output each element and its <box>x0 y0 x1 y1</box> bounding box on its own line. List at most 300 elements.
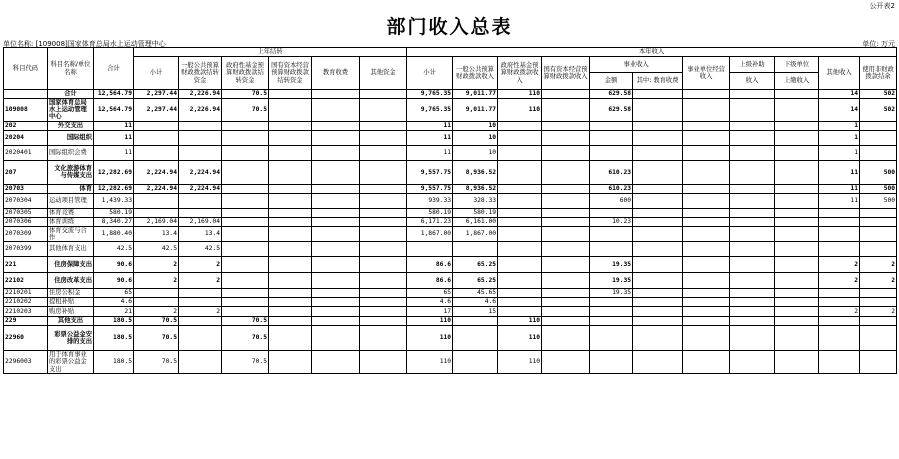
cell-nf: 502 <box>860 99 897 122</box>
table-row <box>4 217 897 226</box>
cell-low <box>775 217 819 226</box>
cell-oth <box>819 208 860 217</box>
cell-low <box>775 298 819 307</box>
cell-b-edu <box>633 121 683 130</box>
cell-c-fund <box>222 145 269 160</box>
cell-b-amt <box>590 307 633 317</box>
cell-oth: 11 <box>819 184 860 193</box>
cell-b-edu <box>633 99 683 122</box>
cell-nf <box>860 121 897 130</box>
header-carryover-other: 其他资金 <box>360 57 407 90</box>
cell-sub <box>730 160 775 184</box>
cell-c-sub: 2,169.04 <box>134 217 179 226</box>
cell-total: 8,340.27 <box>94 217 134 226</box>
cell-c-oth <box>360 208 407 217</box>
cell-c-fund <box>222 121 269 130</box>
cell-n-sub: 9,765.35 <box>407 90 453 99</box>
cell-oth <box>819 317 860 326</box>
cell-oth <box>819 242 860 257</box>
cell-n-cap <box>542 307 590 317</box>
cell-b-edu <box>633 307 683 317</box>
cell-c-sub <box>134 298 179 307</box>
cell-nf <box>860 289 897 298</box>
cell-oth: 14 <box>819 99 860 122</box>
cell-low <box>775 145 819 160</box>
cell-name: 合计 <box>48 90 94 99</box>
cell-c-sub <box>134 121 179 130</box>
cell-n-gen: 45.65 <box>453 289 498 298</box>
cell-sub <box>730 99 775 122</box>
cell-c-cap <box>269 326 312 351</box>
cell-c-sub <box>134 193 179 208</box>
cell-c-fund <box>222 226 269 241</box>
cell-n-sub: 11 <box>407 130 453 145</box>
header-other-income: 其他收入 <box>819 57 860 90</box>
table-row <box>4 226 897 241</box>
cell-c-sub: 2 <box>134 307 179 317</box>
cell-b-edu <box>633 242 683 257</box>
cell-c-cap <box>269 226 312 241</box>
cell-b-amt <box>590 242 633 257</box>
header-business-group: 事业收入 <box>590 57 683 73</box>
cell-n-sub: 110 <box>407 326 453 351</box>
cell-low <box>775 184 819 193</box>
cell-n-sub: 110 <box>407 351 453 374</box>
cell-code: 20204 <box>4 130 48 145</box>
cell-n-fund <box>498 145 542 160</box>
cell-b-amt: 10.23 <box>590 217 633 226</box>
unit-name-label: 单位名称: [109008]国家体育总局水上运动管理中心 <box>3 40 166 48</box>
cell-sub <box>730 90 775 99</box>
cell-sub <box>730 121 775 130</box>
cell-c-cap <box>269 317 312 326</box>
cell-c-gen: 13.4 <box>179 226 222 241</box>
cell-n-sub: 580.19 <box>407 208 453 217</box>
cell-nf <box>860 226 897 241</box>
cell-n-fund: 110 <box>498 317 542 326</box>
cell-b-edu <box>633 90 683 99</box>
cell-c-cap <box>269 289 312 298</box>
cell-c-gen: 2,226.94 <box>179 90 222 99</box>
cell-c-oth <box>360 99 407 122</box>
cell-c-edu <box>312 307 360 317</box>
cell-b-amt: 610.23 <box>590 184 633 193</box>
cell-b-amt: 600 <box>590 193 633 208</box>
cell-name: 体育训练 <box>48 217 94 226</box>
cell-total: 11 <box>94 130 134 145</box>
cell-c-gen: 2 <box>179 307 222 317</box>
header-subsidy: 上级补助 <box>730 57 775 73</box>
cell-total: 12,282.69 <box>94 184 134 193</box>
cell-n-fund <box>498 193 542 208</box>
cell-b-amt <box>590 130 633 145</box>
cell-name: 其他体育支出 <box>48 242 94 257</box>
cell-c-sub: 2 <box>134 257 179 273</box>
cell-c-edu <box>312 289 360 298</box>
header-non-fiscal: 使用非财政拨款结余 <box>860 57 897 90</box>
cell-oth: 2 <box>819 307 860 317</box>
cell-c-gen <box>179 351 222 374</box>
cell-b-op <box>683 160 730 184</box>
cell-b-amt <box>590 317 633 326</box>
cell-n-cap <box>542 184 590 193</box>
cell-c-gen <box>179 208 222 217</box>
cell-code: 22102 <box>4 273 48 289</box>
header-carryover-state-capital: 国有资本经营预算财政拨款结转资金 <box>269 57 312 90</box>
header-carryover-fund: 政府性基金预算财政拨款结转资金 <box>222 57 269 90</box>
header-carryover-education: 教育收费 <box>312 57 360 90</box>
cell-c-oth <box>360 289 407 298</box>
cell-c-sub: 2,224.94 <box>134 160 179 184</box>
cell-b-op <box>683 257 730 273</box>
cell-b-edu <box>633 257 683 273</box>
cell-c-edu <box>312 99 360 122</box>
cell-code: 221 <box>4 257 48 273</box>
cell-c-edu <box>312 298 360 307</box>
cell-c-cap <box>269 217 312 226</box>
cell-sub <box>730 226 775 241</box>
cell-n-fund <box>498 273 542 289</box>
cell-oth: 1 <box>819 121 860 130</box>
cell-n-gen <box>453 326 498 351</box>
cell-low <box>775 307 819 317</box>
cell-n-sub: 9,557.75 <box>407 184 453 193</box>
cell-name: 提租补贴 <box>48 298 94 307</box>
cell-n-fund: 110 <box>498 90 542 99</box>
cell-total: 90.6 <box>94 257 134 273</box>
cell-code: 2070305 <box>4 208 48 217</box>
cell-c-fund: 70.5 <box>222 90 269 99</box>
cell-c-edu <box>312 130 360 145</box>
cell-n-gen: 9,011.77 <box>453 90 498 99</box>
cell-total: 65 <box>94 289 134 298</box>
cell-c-cap <box>269 273 312 289</box>
cell-oth: 1 <box>819 130 860 145</box>
page-title: 部门收入总表 <box>386 16 513 38</box>
cell-name: 其他支出 <box>48 317 94 326</box>
cell-n-cap <box>542 145 590 160</box>
cell-code: 2210203 <box>4 307 48 317</box>
cell-c-cap <box>269 184 312 193</box>
cell-code: 22960 <box>4 326 48 351</box>
cell-b-edu <box>633 289 683 298</box>
cell-n-gen: 1,867.00 <box>453 226 498 241</box>
cell-c-fund <box>222 298 269 307</box>
cell-nf: 2 <box>860 307 897 317</box>
cell-b-op <box>683 289 730 298</box>
cell-oth: 1 <box>819 145 860 160</box>
cell-low <box>775 130 819 145</box>
cell-c-cap <box>269 307 312 317</box>
cell-b-amt: 629.58 <box>590 90 633 99</box>
cell-b-amt: 19.35 <box>590 273 633 289</box>
cell-c-edu <box>312 193 360 208</box>
cell-code: 2020401 <box>4 145 48 160</box>
cell-sub <box>730 145 775 160</box>
cell-b-amt: 610.23 <box>590 160 633 184</box>
cell-oth <box>819 326 860 351</box>
cell-b-edu <box>633 184 683 193</box>
cell-c-gen <box>179 130 222 145</box>
cell-low <box>775 99 819 122</box>
income-summary-table <box>3 47 897 374</box>
cell-name: 体育竞赛 <box>48 208 94 217</box>
cell-low <box>775 326 819 351</box>
cell-low <box>775 273 819 289</box>
header-current-general: 一般公共预算财政拨款收入 <box>453 57 498 90</box>
cell-low <box>775 226 819 241</box>
cell-total: 12,564.79 <box>94 90 134 99</box>
cell-n-cap <box>542 99 590 122</box>
cell-c-sub: 2 <box>134 273 179 289</box>
cell-code: 2070309 <box>4 226 48 241</box>
cell-b-edu <box>633 217 683 226</box>
cell-n-gen: 4.6 <box>453 298 498 307</box>
cell-c-cap <box>269 351 312 374</box>
table-row <box>4 273 897 289</box>
table-body <box>4 90 897 374</box>
header-business-amount: 金额 <box>590 73 633 90</box>
cell-b-op <box>683 298 730 307</box>
cell-n-cap <box>542 242 590 257</box>
cell-name: 用于体育事业的彩票公益金支出 <box>48 351 94 374</box>
cell-n-cap <box>542 289 590 298</box>
cell-name: 外交支出 <box>48 121 94 130</box>
cell-n-sub: 1,867.00 <box>407 226 453 241</box>
cell-nf <box>860 351 897 374</box>
cell-nf: 2 <box>860 257 897 273</box>
cell-sub <box>730 208 775 217</box>
cell-c-gen: 2 <box>179 257 222 273</box>
cell-nf: 2 <box>860 273 897 289</box>
header-total: 合计 <box>94 48 134 90</box>
cell-name: 体育 <box>48 184 94 193</box>
cell-name: 文化旅游体育与传媒支出 <box>48 160 94 184</box>
cell-c-edu <box>312 273 360 289</box>
cell-b-op <box>683 121 730 130</box>
cell-n-fund <box>498 289 542 298</box>
cell-n-gen: 9,011.77 <box>453 99 498 122</box>
cell-c-edu <box>312 217 360 226</box>
cell-c-oth <box>360 242 407 257</box>
cell-total: 4.6 <box>94 298 134 307</box>
cell-n-sub: 11 <box>407 121 453 130</box>
table-row <box>4 121 897 130</box>
cell-c-oth <box>360 326 407 351</box>
cell-b-edu <box>633 326 683 351</box>
cell-low <box>775 317 819 326</box>
cell-c-oth <box>360 184 407 193</box>
cell-c-cap <box>269 130 312 145</box>
cell-c-oth <box>360 90 407 99</box>
cell-c-sub: 2,297.44 <box>134 99 179 122</box>
cell-c-oth <box>360 351 407 374</box>
cell-oth <box>819 351 860 374</box>
table-row <box>4 193 897 208</box>
cell-b-edu <box>633 226 683 241</box>
cell-b-edu <box>633 351 683 374</box>
cell-sub <box>730 184 775 193</box>
cell-total: 180.5 <box>94 326 134 351</box>
cell-code: 207 <box>4 160 48 184</box>
cell-b-edu <box>633 160 683 184</box>
cell-name: 彩票公益金安排的支出 <box>48 326 94 351</box>
cell-n-sub: 17 <box>407 307 453 317</box>
cell-c-gen <box>179 326 222 351</box>
cell-c-edu <box>312 226 360 241</box>
cell-n-fund <box>498 242 542 257</box>
cell-b-amt <box>590 351 633 374</box>
cell-oth: 11 <box>819 193 860 208</box>
cell-n-cap <box>542 351 590 374</box>
cell-c-sub <box>134 130 179 145</box>
table-row <box>4 298 897 307</box>
header-business-operation: 事业单位经营收入 <box>683 57 730 90</box>
cell-c-edu <box>312 145 360 160</box>
cell-n-gen: 10 <box>453 145 498 160</box>
cell-c-cap <box>269 90 312 99</box>
cell-name: 运动项目管理 <box>48 193 94 208</box>
cell-sub <box>730 326 775 351</box>
cell-n-cap <box>542 257 590 273</box>
cell-nf <box>860 326 897 351</box>
cell-n-gen: 328.33 <box>453 193 498 208</box>
cell-c-oth <box>360 130 407 145</box>
cell-n-sub: 11 <box>407 145 453 160</box>
cell-nf <box>860 130 897 145</box>
cell-nf: 500 <box>860 160 897 184</box>
cell-b-op <box>683 307 730 317</box>
cell-b-amt: 629.58 <box>590 99 633 122</box>
cell-c-fund <box>222 208 269 217</box>
cell-code <box>4 90 48 99</box>
cell-b-amt: 19.35 <box>590 257 633 273</box>
cell-c-edu <box>312 351 360 374</box>
cell-c-oth <box>360 160 407 184</box>
cell-c-cap <box>269 208 312 217</box>
cell-n-cap <box>542 193 590 208</box>
cell-total: 11 <box>94 145 134 160</box>
cell-c-oth <box>360 273 407 289</box>
cell-code: 2210201 <box>4 289 48 298</box>
cell-total: 1,880.40 <box>94 226 134 241</box>
cell-code: 20703 <box>4 184 48 193</box>
cell-name: 住房保障支出 <box>48 257 94 273</box>
cell-c-gen: 2,224.94 <box>179 160 222 184</box>
cell-total: 21 <box>94 307 134 317</box>
cell-n-cap <box>542 273 590 289</box>
cell-sub <box>730 273 775 289</box>
cell-total: 90.6 <box>94 273 134 289</box>
cell-c-sub: 13.4 <box>134 226 179 241</box>
header-carryover-subtotal: 小计 <box>134 57 179 90</box>
cell-c-gen <box>179 298 222 307</box>
cell-oth: 2 <box>819 273 860 289</box>
cell-total: 180.5 <box>94 351 134 374</box>
cell-c-fund <box>222 217 269 226</box>
cell-c-gen <box>179 121 222 130</box>
table-row <box>4 242 897 257</box>
cell-b-edu <box>633 298 683 307</box>
cell-n-fund <box>498 257 542 273</box>
cell-sub <box>730 307 775 317</box>
cell-total: 180.5 <box>94 317 134 326</box>
cell-b-op <box>683 226 730 241</box>
cell-nf: 502 <box>860 90 897 99</box>
cell-c-sub: 2,297.44 <box>134 90 179 99</box>
cell-n-fund <box>498 307 542 317</box>
cell-nf <box>860 145 897 160</box>
cell-n-sub: 4.6 <box>407 298 453 307</box>
header-name: 科目名称/单位名称 <box>48 48 94 90</box>
cell-n-fund <box>498 226 542 241</box>
cell-c-edu <box>312 160 360 184</box>
cell-n-gen: 15 <box>453 307 498 317</box>
table-row <box>4 160 897 184</box>
cell-b-op <box>683 193 730 208</box>
cell-c-sub <box>134 289 179 298</box>
cell-c-oth <box>360 145 407 160</box>
cell-c-oth <box>360 257 407 273</box>
cell-c-edu <box>312 326 360 351</box>
cell-code: 109008 <box>4 99 48 122</box>
cell-n-fund: 110 <box>498 99 542 122</box>
cell-low <box>775 242 819 257</box>
cell-b-amt: 19.35 <box>590 289 633 298</box>
cell-c-cap <box>269 99 312 122</box>
table-number-label: 公开表2 <box>869 2 895 10</box>
cell-sub <box>730 242 775 257</box>
cell-c-cap <box>269 145 312 160</box>
cell-c-gen <box>179 289 222 298</box>
cell-total: 42.5 <box>94 242 134 257</box>
cell-c-fund <box>222 160 269 184</box>
header-lower-unit-remit: 上缴收入 <box>775 73 819 90</box>
cell-name: 国际组织会费 <box>48 145 94 160</box>
cell-n-sub: 939.33 <box>407 193 453 208</box>
cell-n-fund <box>498 217 542 226</box>
cell-b-edu <box>633 317 683 326</box>
cell-low <box>775 351 819 374</box>
cell-name: 购房补贴 <box>48 307 94 317</box>
cell-b-op <box>683 208 730 217</box>
header-lower-unit: 下级单位 <box>775 57 819 73</box>
cell-b-op <box>683 326 730 351</box>
cell-c-sub: 42.5 <box>134 242 179 257</box>
cell-name: 住房公积金 <box>48 289 94 298</box>
cell-c-sub <box>134 145 179 160</box>
cell-low <box>775 289 819 298</box>
header-carryover-general: 一般公共预算财政拨款结转资金 <box>179 57 222 90</box>
cell-n-fund <box>498 160 542 184</box>
header-current-state-capital: 国有资本经营预算财政拨款收入 <box>542 57 590 90</box>
cell-oth <box>819 226 860 241</box>
cell-sub <box>730 193 775 208</box>
cell-c-fund <box>222 184 269 193</box>
cell-c-cap <box>269 121 312 130</box>
cell-sub <box>730 298 775 307</box>
cell-n-cap <box>542 226 590 241</box>
cell-c-fund <box>222 130 269 145</box>
cell-c-edu <box>312 208 360 217</box>
cell-n-fund: 110 <box>498 326 542 351</box>
cell-b-amt <box>590 121 633 130</box>
table-row <box>4 317 897 326</box>
cell-oth: 2 <box>819 257 860 273</box>
cell-n-cap <box>542 208 590 217</box>
cell-nf <box>860 298 897 307</box>
cell-n-sub: 9,765.35 <box>407 99 453 122</box>
